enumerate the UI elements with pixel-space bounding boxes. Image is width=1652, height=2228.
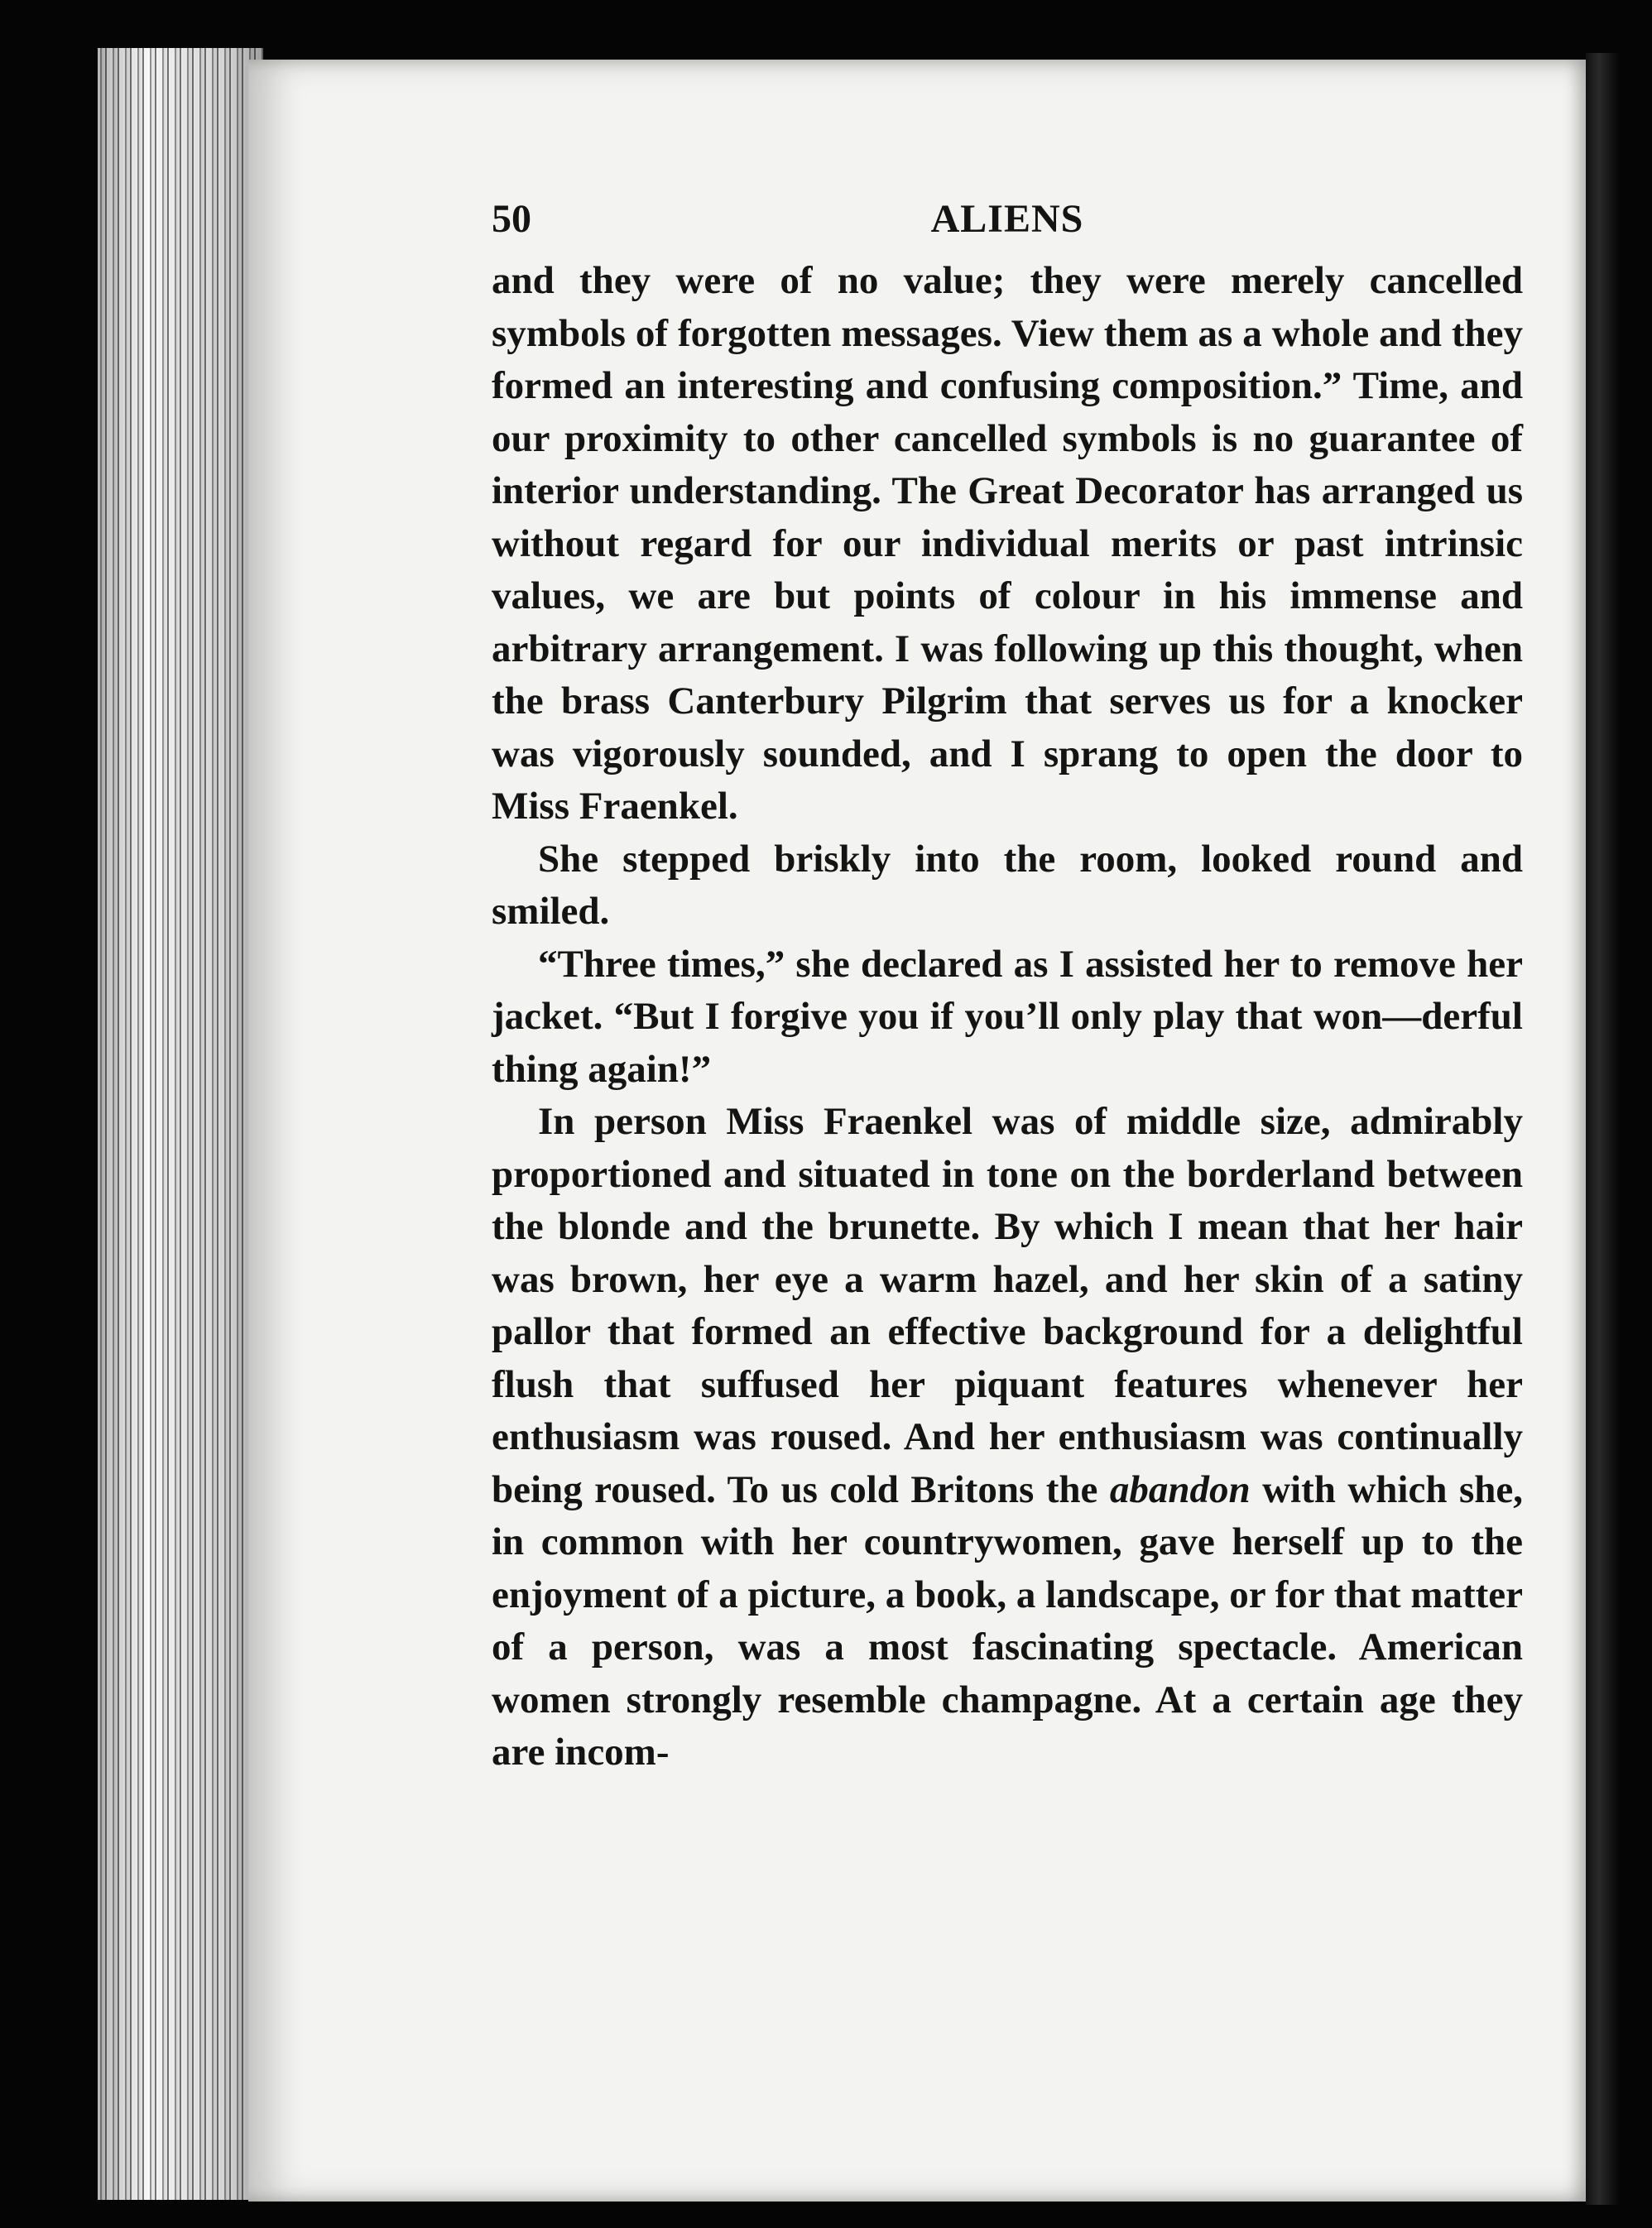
body-text	[492, 255, 1523, 1779]
page-number: 50	[492, 197, 531, 241]
paragraph	[492, 255, 1523, 833]
paragraph	[492, 1096, 1523, 1779]
paragraph	[492, 833, 1523, 939]
paragraph-text: and they were of no value; they were merely cancelled symbols of forgotten messages. View them as a whole and they formed an interesting and confusing composition.” Time, and our proximity to other cancelled symbols is no guarantee of interior understanding. The Great Decorator has arranged us without regard for our individual merits or past intrinsic values, we are but points of colour in his immense and arbitrary arrangement. I was following up this thought, when the brass Canterbury Pilgrim that serves us for a knocker was vigorously sounded, and I sprang to open the door to Miss Fraenkel.	[492, 259, 1523, 828]
paragraph-text: with which she, in common with her countrywomen, gave herself up to the enjoyment of a picture, a book, a landscape, or for that matter of a person, was a most fascinating spectacle. American women strongly resemble champagne. At a certain age they are incom-	[492, 1467, 1523, 1774]
right-book-edge	[1586, 53, 1619, 2205]
paragraph-text: She stepped briskly into the room, looked round and smiled.	[492, 837, 1523, 933]
running-title: ALIENS	[930, 197, 1084, 241]
paragraph	[492, 939, 1523, 1097]
stacked-page-edges	[98, 48, 263, 2200]
text-block	[492, 190, 1523, 1779]
running-head	[492, 190, 1523, 248]
italic-text: abandon	[1109, 1467, 1251, 1511]
paragraph-text: “Three times,” she declared as I assisted her to remove her jacket. “But I forgive you if you’ll only play that won—derful thing again!”	[492, 942, 1523, 1091]
paragraph-text: In person Miss Fraenkel was of middle size, admirably proportioned and situated in tone on the borderland between the blonde and the brunette. By which I mean that her hair was brown, her eye a warm hazel, and her skin of a satiny pallor that formed an effective background for a delightful flush that suffused her piquant features whenever her enthusiasm was roused. And her enthusiasm was continually being roused. To us cold Britons the	[492, 1100, 1523, 1511]
